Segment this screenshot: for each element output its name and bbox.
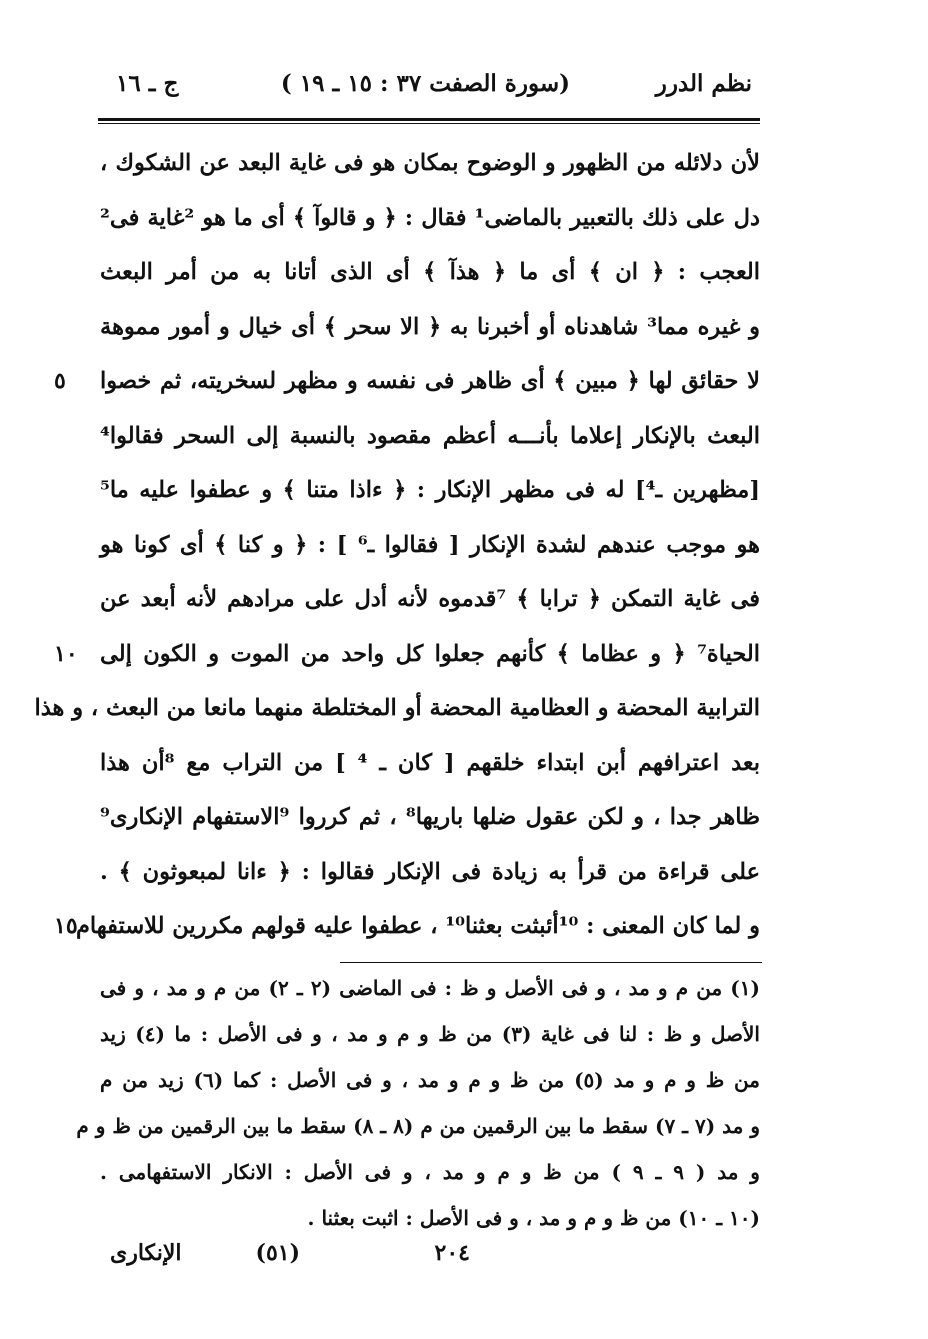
text-line: الحياة⁷ ﴿ و عظاما ﴾ كأنهم جعلوا كل واحد من الموت و الكون إلى ١٠ [100, 631, 760, 686]
footnote-line: من ظ و م و مد (٥) من ظ و م و مد ، و فى الأصل : كما (٦) زيد من م [100, 1068, 760, 1092]
header-rule [98, 118, 760, 124]
text-line: بعد اعترافهم أبن ابتداء خلقهم [ كان ـ ⁴ ] من التراب مع ⁸أن هذا [100, 749, 760, 776]
line-number: ١٥ [54, 913, 78, 939]
main-text [34, 140, 760, 958]
text-line: دل على ذلك بالتعبير بالماضى¹ فقال : ﴿ و قالوآ ﴾ أى ما هو ²غاية فى² [100, 204, 760, 231]
text-line: البعث بالإنكار إعلاما بأنـــه أعظم مقصود بالنسبة إلى السحر فقالوا⁴ [100, 422, 760, 449]
text-line: ظاهر جدا ، و لكن عقول ضلها باريها⁸ ، ثم كرروا ⁹الاستفهام الإنكارى⁹ [100, 804, 760, 830]
footnote-line: و مد (٧ ـ ٧) سقط ما بين الرقمين من م (٨ ـ ٨) سقط ما بين الرقمين من ظ و م [76, 1114, 760, 1138]
footnotes [76, 968, 760, 1244]
footnote-line: الأصل و ظ : لنا فى غاية (٣) من ظ و م و مد ، و فى الأصل : ما (٤) زيد [100, 1022, 760, 1046]
line-number: ٥ [54, 368, 66, 394]
text-line: فى غاية التمكن ﴿ ترابا ﴾ ⁷قدموه لأنه أدل على مرادهم لأنه أبعد عن [100, 586, 760, 612]
footnote-rule [340, 962, 762, 963]
line-number: ١٠ [54, 640, 78, 667]
page-number: ٢٠٤ [434, 1240, 470, 1266]
footnote-line: (١٠ ـ ١٠) من ظ و م و مد ، و فى الأصل : اثبت بعثنا . [307, 1206, 760, 1230]
surah-reference: (سورة الصفت ٣٧ : ١٥ ـ ١٩ ) [280, 70, 570, 97]
text-line: لا حقائق لها ﴿ مبين ﴾ أى ظاهر فى نفسه و مظهر لسخريته، ثم خصوا ٥ [100, 358, 760, 413]
text-line: العجب : ﴿ ان ﴾ أى ما ﴿ هذآ ﴾ أى الذى أتانا به من أمر البعث [100, 259, 760, 285]
text-line: [مظهرين ـ⁴] له فى مظهر الإنكار : ﴿ ءاذا متنا ﴾ و عطفوا عليه ما⁵ [100, 477, 760, 503]
catchword: الإنكارى [110, 1240, 182, 1266]
page-footer [100, 1236, 760, 1276]
text-line: الترابية المحضة و العظامية المحضة أو المختلطة منهما مانعا من البعث ، و هذا [34, 695, 760, 721]
footnote-line: (١) من م و مد ، و فى الأصل و ظ : فى الماضى (٢ ـ ٢) من م و مد ، و فى [100, 976, 760, 1000]
signature-mark: (٥١) [255, 1240, 300, 1266]
part-number: ج ـ ١٦ [116, 70, 179, 97]
running-header [100, 64, 760, 108]
text-line: على قراءة من قرأ به زيادة فى الإنكار فقالوا : ﴿ ءانا لمبعوثون ﴾ . [100, 858, 760, 885]
text-line: لأن دلائله من الظهور و الوضوح بمكان هو فى غاية البعد عن الشكوك ، [100, 150, 760, 176]
text-line: هو موجب عندهم لشدة الإنكار [ فقالوا ـ⁶ ] : ﴿ و كنا ﴾ أى كونا هو [100, 531, 760, 558]
book-title: نظم الدرر [655, 70, 752, 97]
footnote-line: و مد ( ٩ ـ ٩ ) من ظ و م و مد ، و فى الأصل : الانكار الاستفهامى . [100, 1160, 760, 1184]
text-line: و غيره مما³ شاهدناه أو أخبرنا به ﴿ الا سحر ﴾ أى خيال و أمور مموهة [100, 313, 760, 340]
text-line: و لما كان المعنى : ¹⁰أئبثت بعثنا¹⁰ ، عطفوا عليه قولهم مكررين للاستفهام ١٥ [100, 903, 760, 958]
